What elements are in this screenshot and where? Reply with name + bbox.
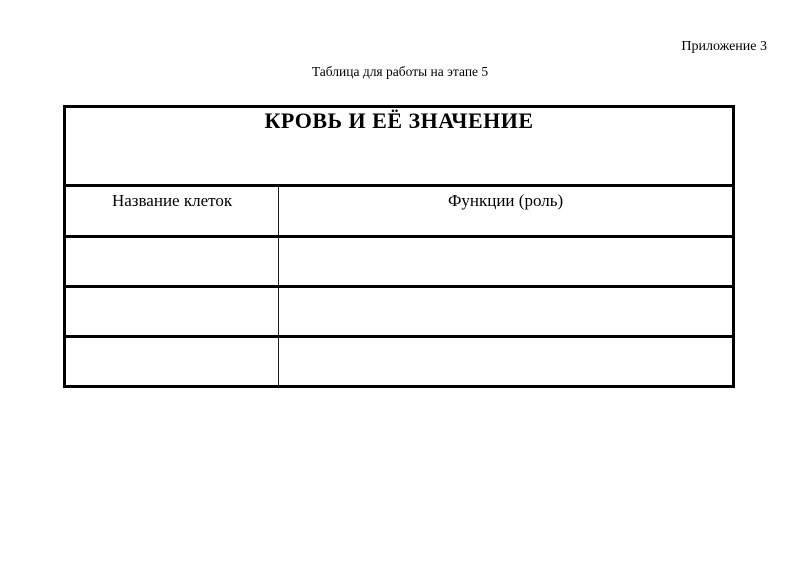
cell-name-1: [65, 237, 279, 287]
cell-name-3: [65, 337, 279, 387]
column-header-cell-names: Название клеток: [65, 186, 279, 237]
table-title: КРОВЬ И ЕЁ ЗНАЧЕНИЕ: [65, 107, 734, 186]
appendix-label: Приложение 3: [681, 39, 767, 54]
table-row: [65, 337, 734, 387]
column-header-functions: Функции (роль): [279, 186, 734, 237]
table-title-row: [65, 107, 734, 186]
table-row: [65, 237, 734, 287]
table-row: [65, 287, 734, 337]
table-caption: Таблица для работы на этапе 5: [311, 64, 489, 79]
table-header-row: [65, 186, 734, 237]
cell-function-2: [279, 287, 734, 337]
blood-table: [63, 105, 735, 388]
cell-function-3: [279, 337, 734, 387]
cell-function-1: [279, 237, 734, 287]
cell-name-2: [65, 287, 279, 337]
